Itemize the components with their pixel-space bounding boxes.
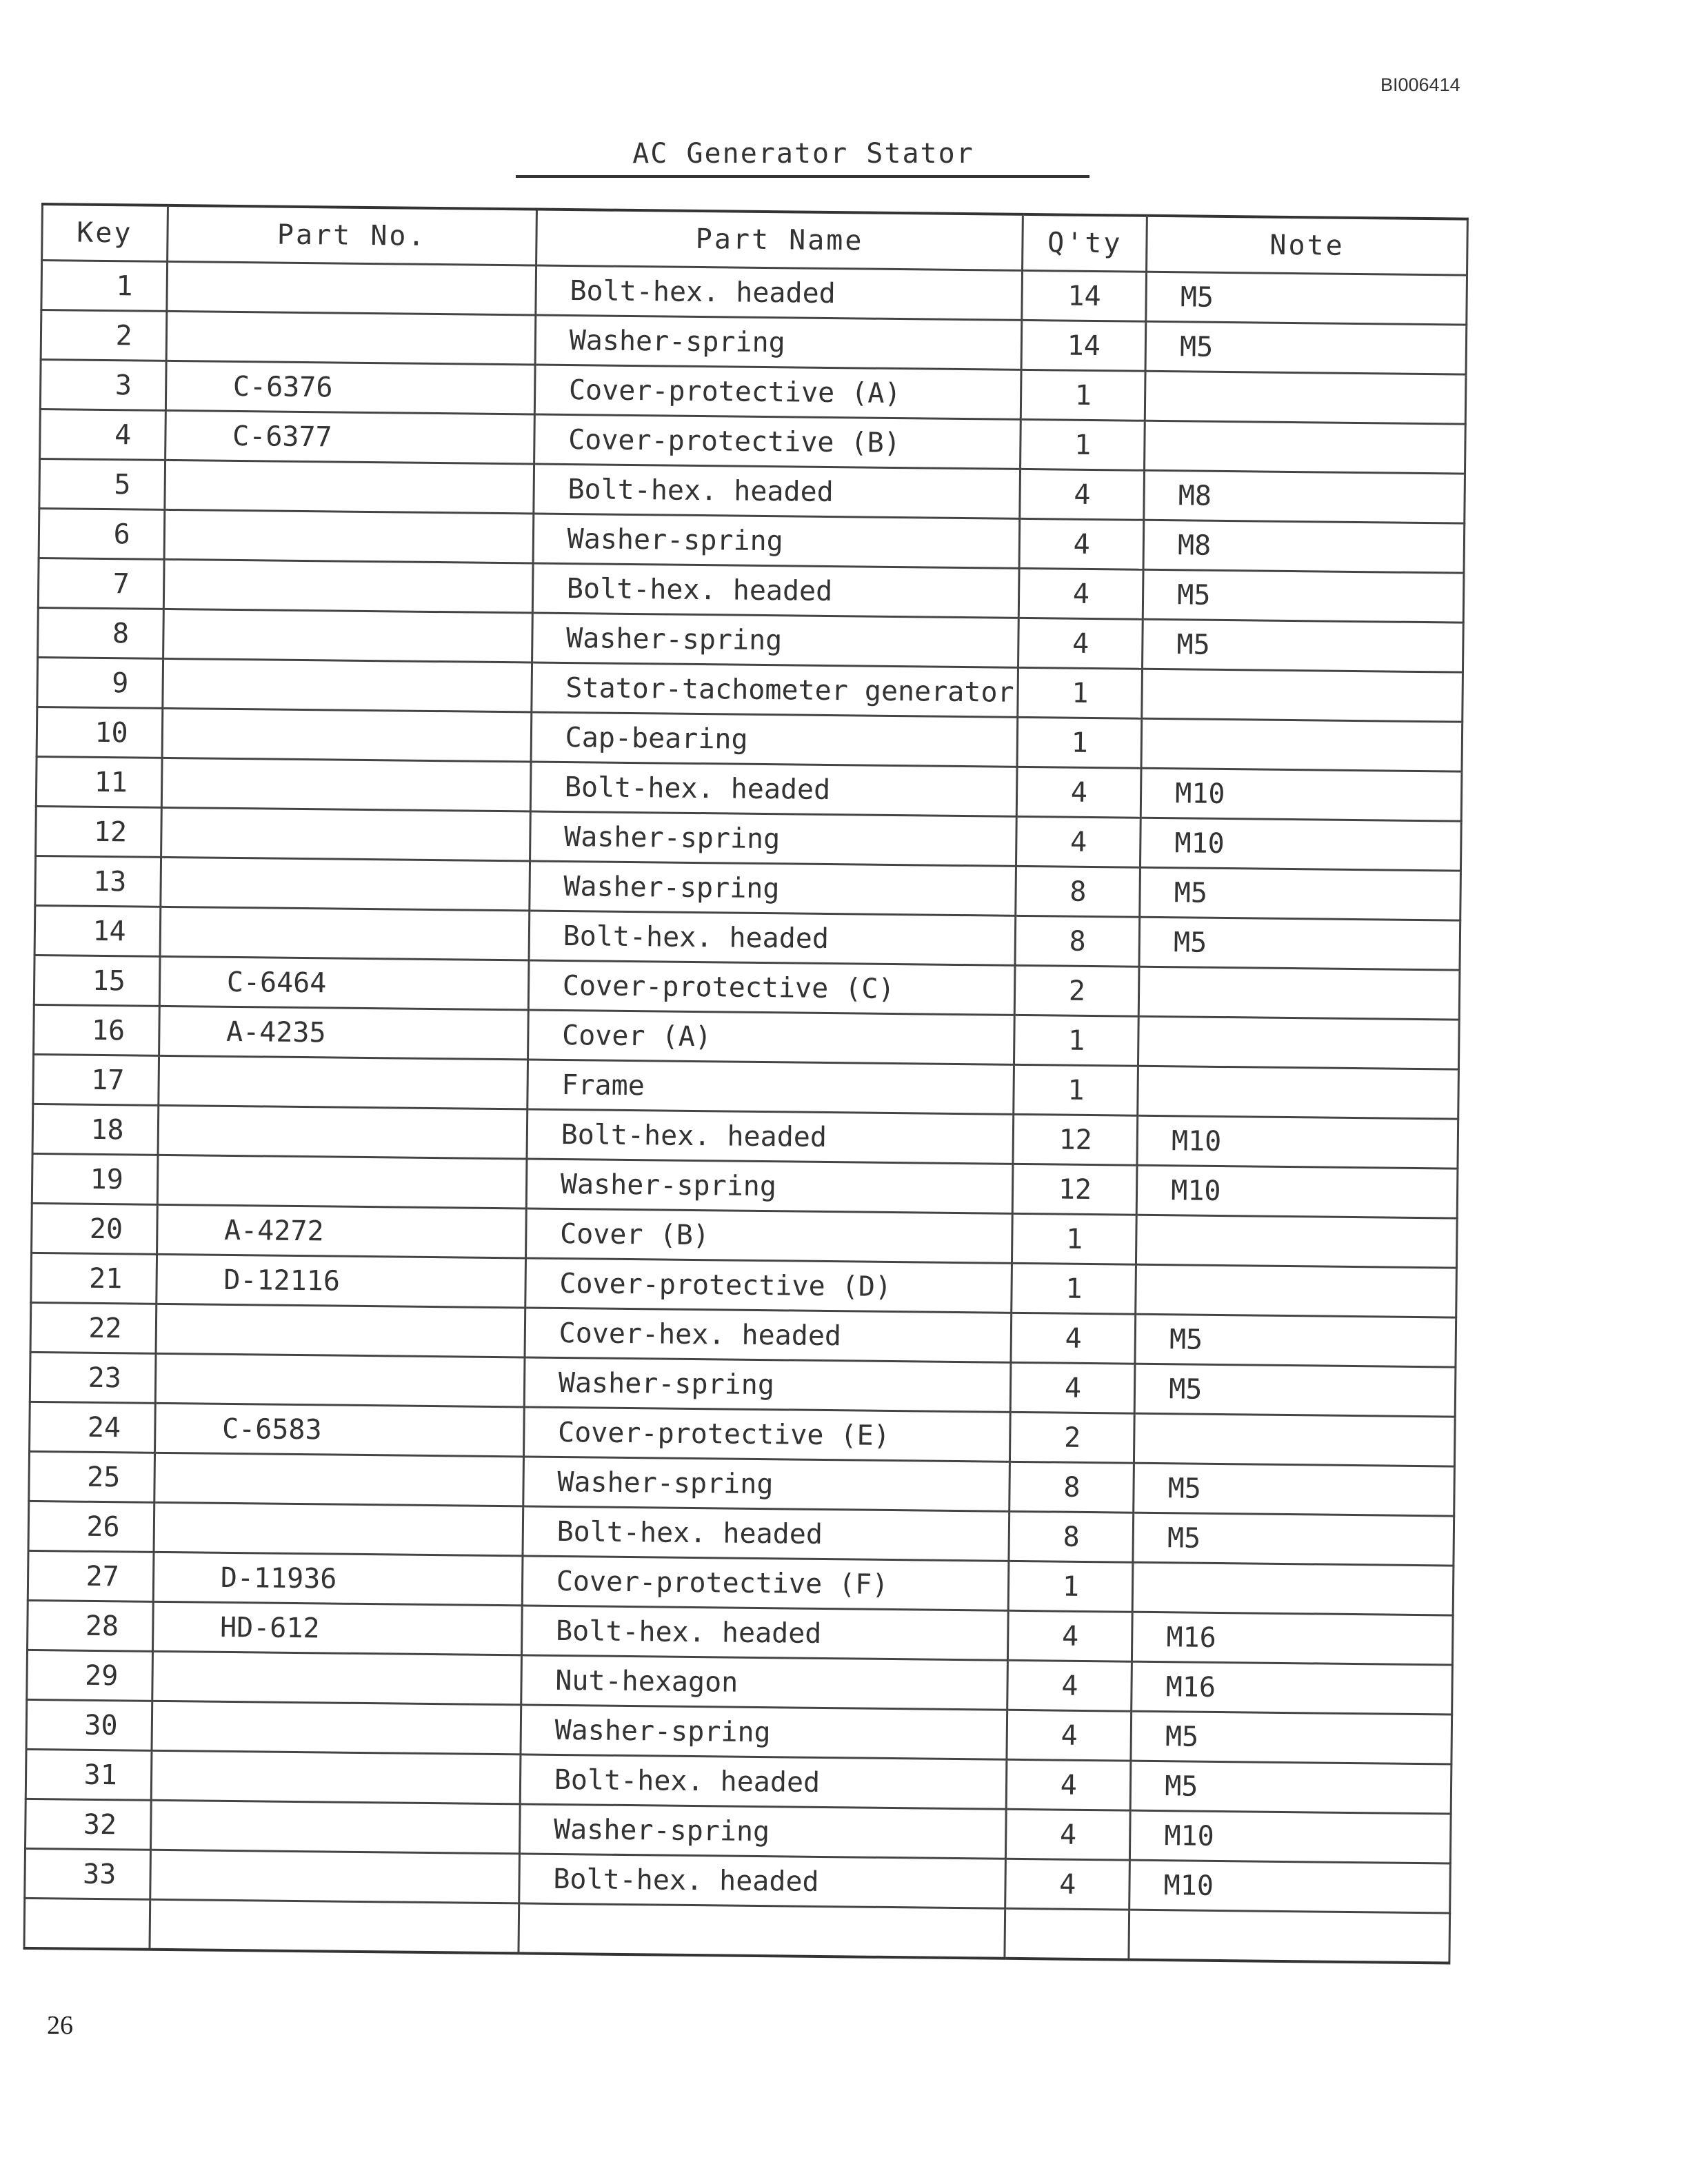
cell-qty — [1005, 1908, 1129, 1959]
cell-part-no: A-4235 — [159, 1006, 528, 1060]
cell-part-no: HD-612 — [152, 1601, 522, 1655]
cell-note — [1132, 1562, 1454, 1615]
cell-part-no — [164, 509, 534, 563]
cell-note — [1138, 1066, 1459, 1119]
cell-part-name: Washer-spring — [533, 514, 1020, 568]
cell-note: M5 — [1133, 1513, 1454, 1566]
cell-note: M5 — [1143, 619, 1464, 672]
cell-part-no — [156, 1304, 525, 1357]
cell-qty: 4 — [1019, 568, 1143, 619]
cell-part-name: Cover-hex. headed — [525, 1308, 1012, 1362]
cell-part-no — [167, 261, 536, 315]
cell-qty: 2 — [1015, 965, 1139, 1016]
cell-qty: 4 — [1006, 1809, 1130, 1860]
cell-part-name: Cover-protective (E) — [523, 1407, 1010, 1462]
cell-key: 22 — [30, 1302, 156, 1353]
cell-qty: 14 — [1022, 270, 1146, 321]
cell-part-name: Washer-spring — [526, 1159, 1013, 1213]
cell-part-name: Cover-protective (A) — [534, 365, 1021, 419]
cell-qty: 1 — [1017, 717, 1141, 768]
cell-part-no — [151, 1750, 521, 1804]
cell-key: 17 — [33, 1054, 159, 1105]
cell-part-name: Cover-protective (B) — [534, 414, 1021, 469]
cell-part-no — [159, 1055, 528, 1109]
cell-qty: 1 — [1009, 1561, 1133, 1612]
cell-qty: 8 — [1016, 866, 1140, 917]
cell-note: M5 — [1146, 272, 1467, 325]
cell-part-name: Washer-spring — [524, 1357, 1011, 1412]
cell-qty: 4 — [1007, 1660, 1132, 1711]
cell-part-no — [161, 857, 530, 911]
cell-key: 6 — [39, 508, 164, 559]
cell-qty: 1 — [1012, 1263, 1136, 1314]
cell-part-name: Bolt-hex. headed — [529, 911, 1016, 965]
cell-part-no — [154, 1502, 523, 1556]
cell-qty: 12 — [1013, 1114, 1137, 1165]
cell-note: M5 — [1130, 1761, 1451, 1814]
title-underline — [516, 175, 1089, 178]
cell-note: M8 — [1143, 520, 1465, 573]
cell-note: M5 — [1134, 1463, 1455, 1516]
cell-key: 33 — [25, 1848, 150, 1899]
cell-key: 16 — [34, 1004, 159, 1055]
cell-part-name — [519, 1903, 1005, 1959]
parts-table-body — [24, 261, 1467, 1963]
column-header-part-no: Part No. — [167, 205, 536, 265]
cell-key: 24 — [30, 1402, 155, 1453]
cell-qty: 1 — [1021, 419, 1145, 470]
cell-part-name: Washer-spring — [532, 613, 1018, 667]
cell-key: 15 — [34, 955, 159, 1006]
cell-part-name: Cap-bearing — [531, 712, 1018, 767]
cell-part-name: Nut-hexagon — [521, 1655, 1007, 1710]
cell-qty: 1 — [1012, 1213, 1136, 1264]
cell-part-name: Washer-spring — [530, 811, 1016, 866]
cell-part-name: Washer-spring — [523, 1457, 1010, 1511]
cell-note — [1138, 1016, 1460, 1069]
cell-key: 27 — [28, 1550, 153, 1601]
cell-part-no: C-6376 — [165, 361, 535, 414]
cell-qty: 4 — [1017, 767, 1141, 818]
cell-qty: 8 — [1015, 916, 1139, 967]
cell-qty: 1 — [1021, 370, 1145, 421]
cell-part-name: Washer-spring — [521, 1705, 1007, 1759]
cell-note — [1136, 1215, 1458, 1268]
cell-key: 12 — [36, 806, 161, 857]
cell-qty: 2 — [1010, 1412, 1134, 1463]
cell-part-no — [163, 609, 532, 663]
cell-part-no — [152, 1651, 521, 1705]
cell-part-no — [162, 708, 532, 762]
cell-key: 9 — [37, 657, 163, 708]
column-header-key: Key — [42, 204, 168, 261]
cell-key: 19 — [32, 1153, 157, 1204]
cell-key: 14 — [34, 905, 160, 956]
cell-part-name: Bolt-hex. headed — [519, 1854, 1005, 1908]
cell-part-name: Bolt-hex. headed — [534, 464, 1021, 518]
cell-part-no — [161, 758, 531, 811]
cell-qty: 4 — [1007, 1710, 1131, 1761]
cell-part-name: Bolt-hex. headed — [536, 265, 1023, 320]
cell-key: 8 — [38, 607, 163, 658]
cell-note: M10 — [1141, 768, 1462, 821]
cell-part-no — [152, 1701, 521, 1755]
cell-part-no — [155, 1353, 525, 1407]
cell-note — [1138, 967, 1460, 1020]
cell-key: 29 — [27, 1650, 152, 1701]
cell-note: M5 — [1131, 1711, 1452, 1764]
cell-note: M5 — [1139, 917, 1460, 970]
cell-note: M16 — [1132, 1661, 1453, 1715]
cell-part-no — [166, 311, 536, 365]
cell-part-no — [150, 1800, 520, 1854]
cell-qty: 1 — [1014, 1064, 1138, 1115]
cell-qty: 4 — [1008, 1610, 1132, 1661]
cell-key: 30 — [26, 1699, 152, 1750]
cell-part-name: Cover-protective (C) — [528, 960, 1015, 1015]
cell-key: 26 — [28, 1501, 154, 1552]
cell-part-name: Cover-protective (F) — [522, 1556, 1009, 1610]
cell-qty: 12 — [1013, 1164, 1137, 1215]
cell-part-name: Washer-spring — [530, 861, 1016, 916]
cell-note — [1141, 718, 1463, 771]
cell-note — [1145, 421, 1466, 474]
cell-note: M10 — [1136, 1165, 1458, 1218]
cell-key: 21 — [31, 1253, 157, 1304]
page-number: 26 — [47, 2011, 73, 2040]
cell-part-no — [161, 807, 530, 861]
cell-part-no: D-11936 — [153, 1552, 523, 1606]
cell-note: M10 — [1137, 1115, 1458, 1169]
cell-part-name: Cover (B) — [525, 1209, 1012, 1263]
cell-key: 20 — [32, 1203, 157, 1254]
cell-key: 3 — [40, 360, 165, 411]
cell-key: 18 — [32, 1104, 158, 1155]
cell-part-name: Stator-tachometer generator — [532, 663, 1018, 717]
cell-part-no — [163, 658, 532, 712]
cell-key: 13 — [35, 856, 161, 907]
cell-part-name: Frame — [528, 1060, 1014, 1114]
cell-note: M5 — [1145, 321, 1467, 374]
cell-key: 1 — [41, 261, 167, 312]
cell-part-name: Bolt-hex. headed — [521, 1606, 1008, 1660]
cell-key — [24, 1898, 150, 1949]
cell-qty: 4 — [1016, 816, 1141, 867]
cell-part-no: C-6583 — [154, 1403, 524, 1457]
cell-note: M5 — [1143, 569, 1464, 623]
document-id: BI006414 — [1380, 74, 1460, 95]
cell-part-no — [150, 1899, 519, 1953]
cell-note: M10 — [1130, 1810, 1451, 1863]
cell-part-no — [157, 1155, 527, 1209]
column-header-note: Note — [1147, 216, 1468, 275]
column-header-part-name: Part Name — [536, 210, 1023, 271]
cell-key: 31 — [26, 1749, 151, 1800]
cell-note — [1142, 669, 1463, 722]
cell-key: 10 — [37, 707, 162, 758]
parts-table — [23, 203, 1468, 1965]
cell-qty: 4 — [1007, 1759, 1131, 1810]
cell-part-name: Cover-protective (D) — [525, 1258, 1012, 1313]
cell-note — [1136, 1264, 1457, 1317]
cell-qty: 8 — [1009, 1511, 1133, 1562]
cell-qty: 14 — [1022, 320, 1146, 371]
cell-note: M10 — [1141, 818, 1462, 871]
cell-part-name: Bolt-hex. headed — [523, 1506, 1009, 1561]
cell-qty: 8 — [1009, 1462, 1134, 1513]
cell-part-no — [150, 1850, 519, 1903]
cell-part-name: Bolt-hex. headed — [520, 1755, 1007, 1809]
cell-qty: 1 — [1018, 667, 1142, 718]
cell-key: 5 — [39, 458, 165, 509]
cell-note: M16 — [1132, 1612, 1454, 1665]
cell-qty: 4 — [1020, 469, 1144, 520]
cell-part-no: D-12116 — [156, 1254, 525, 1308]
cell-qty: 1 — [1014, 1015, 1138, 1066]
cell-part-no — [158, 1105, 528, 1159]
cell-qty: 4 — [1005, 1859, 1129, 1910]
cell-key: 28 — [28, 1600, 153, 1651]
cell-key: 2 — [41, 310, 166, 361]
cell-qty: 4 — [1011, 1362, 1135, 1413]
cell-note: M5 — [1135, 1314, 1456, 1367]
cell-qty: 4 — [1018, 618, 1143, 669]
cell-part-name: Bolt-hex. headed — [527, 1109, 1014, 1164]
cell-qty: 4 — [1020, 518, 1144, 569]
cell-part-no — [165, 460, 534, 514]
cell-part-name: Washer-spring — [535, 315, 1022, 370]
cell-part-no: C-6377 — [165, 410, 534, 464]
cell-note — [1134, 1413, 1456, 1466]
cell-part-name: Washer-spring — [519, 1804, 1006, 1859]
cell-part-name: Bolt-hex. headed — [532, 563, 1019, 618]
cell-part-name: Cover (A) — [528, 1010, 1014, 1064]
column-header-qty: Q'ty — [1023, 214, 1147, 272]
cell-note — [1129, 1910, 1450, 1963]
cell-note: M8 — [1144, 470, 1465, 523]
cell-part-no — [160, 907, 530, 960]
cell-key: 4 — [40, 409, 165, 460]
cell-note: M10 — [1129, 1860, 1451, 1913]
cell-note — [1145, 371, 1466, 424]
cell-part-no: A-4272 — [157, 1204, 526, 1258]
cell-note: M5 — [1134, 1364, 1456, 1417]
cell-key: 23 — [30, 1352, 155, 1403]
cell-part-name: Bolt-hex. headed — [530, 762, 1017, 816]
page-title: AC Generator Stator — [632, 138, 974, 170]
cell-key: 11 — [36, 756, 161, 807]
cell-key: 7 — [38, 558, 163, 609]
cell-key: 32 — [25, 1799, 150, 1850]
cell-qty: 4 — [1011, 1313, 1135, 1364]
cell-part-no — [163, 559, 533, 613]
cell-part-no — [154, 1453, 523, 1506]
cell-key: 25 — [29, 1451, 154, 1502]
cell-part-no: C-6464 — [159, 956, 529, 1010]
cell-note: M5 — [1140, 867, 1461, 920]
